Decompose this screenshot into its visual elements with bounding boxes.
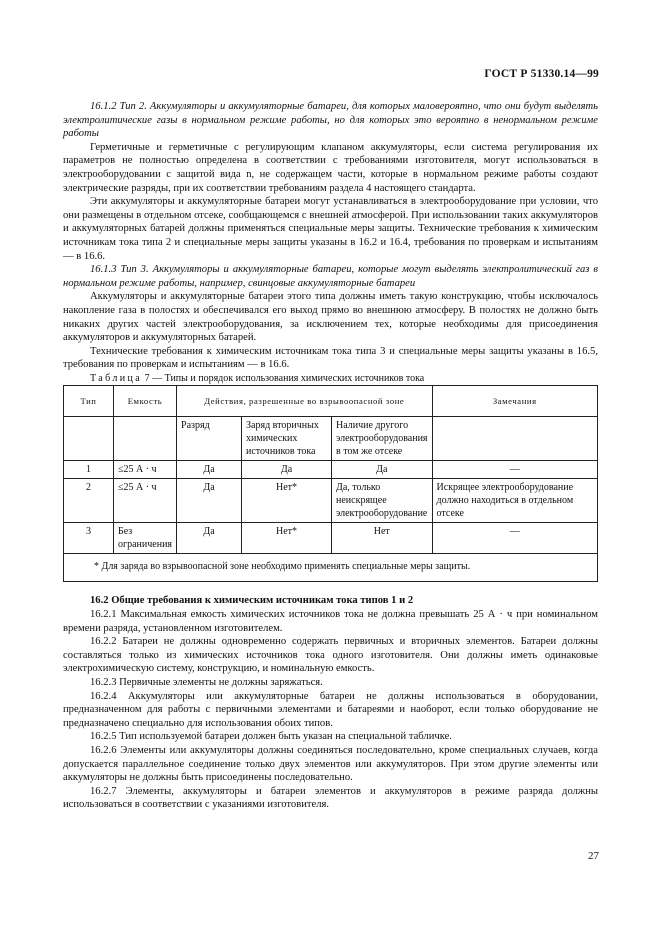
paragraph: 16.2.1 Максимальная емкость химических источников тока не должна превышать 25 А · ч при номинальном времени разряда, установленном изготовителем.: [63, 609, 598, 634]
cell-type: 1: [64, 461, 114, 479]
cell-charge: Да: [242, 461, 332, 479]
paragraph: 16.2.5 Тип используемой батареи должен быть указан на специальной табличке.: [90, 731, 452, 743]
cell-capacity: ≤25 А · ч: [114, 479, 177, 523]
table-header-row: [64, 386, 598, 417]
table-footnote-row: [64, 554, 598, 582]
table-caption-prefix: Таблица: [90, 372, 143, 384]
table-7: [63, 385, 598, 582]
cell-notes: —: [432, 523, 597, 554]
paragraph: 16.2.2 Батареи не должны одновременно содержать первичных и вторичных элементов. Батареи должны составляться только из химических источников тока одного изготовителя. Они должны иметь одинаковые электрохимическую систему, конструкцию, и номинальную емкость.: [63, 636, 598, 675]
paragraph: 16.2.7 Элементы, аккумуляторы и батареи элементов и аккумуляторов в режиме разряда должны использоваться в соответствии с указаниями изготовителя.: [63, 785, 598, 811]
paragraph: Эти аккумуляторы и аккумуляторные батареи могут устанавливаться в электрооборудование при условии, что они размещены в отдельном отсеке, сообщающемся с внешней атмосферой. При использовании таких аккумуляторов и аккумуляторных батарей должны применяться специальные меры защиты. Технические требования к химическим источникам тока типа 2 и специальные меры защиты указаны в 16.2 и 16.4, требования по проверкам и испытаниям — в 16.6.: [63, 196, 598, 262]
cell-capacity: ≤25 А · ч: [114, 461, 177, 479]
cell-presence: Да: [332, 461, 433, 479]
header-charge: Заряд вторичных химических источников тока: [242, 417, 332, 461]
cell-notes: —: [432, 461, 597, 479]
paragraph: 16.2.6 Элементы или аккумуляторы должны соединяться последовательно, кроме специальных случаев, когда допускается параллельное соединение только двух элементов или аккумуляторов. При этом другие элементы или аккумуляторы не должны быть присоединены последовательно.: [63, 745, 598, 784]
paragraph: Герметичные и герметичные с регулирующим клапаном аккумуляторы, если система регулирования их параметров не полностью определена в соответствии с требованиями изготовителя, могут использоваться в электрооборудовании с защитой вида n, не содержащем части, которые в нормальном режиме работы создают электрические разряды, при их соответствии требованиям раздела 4 настоящего стандарта.: [63, 141, 598, 194]
section-heading: 16.2 Общие требования к химическим источникам тока типов 1 и 2: [90, 595, 414, 607]
paragraph: 16.2.3 Первичные элементы не должны заряжаться.: [90, 677, 323, 689]
table-row: [64, 479, 598, 523]
header-type: Тип: [64, 386, 114, 417]
paragraph: Аккумуляторы и аккумуляторные батареи этого типа должны иметь такую конструкцию, чтобы исключалось накопление газа в полостях и обеспечивался его выход прямо во внешнюю атмосферу. В полостях не должно быть никаких других частей электрооборудования, за исключением тех, которые необходимы для присоединения аккумуляторов и аккумуляторных батарей.: [63, 291, 598, 344]
paragraph: 16.2.4 Аккумуляторы или аккумуляторные батареи не должны использоваться в оборудовании, предназначенном для работы с первичными элементами и батареями и наоборот, если только оборудование не предназначено специально для использования обоих типов.: [63, 690, 598, 729]
cell-presence: Нет: [332, 523, 433, 554]
table-caption: [63, 372, 598, 386]
header-presence: Наличие другого электрооборудования в том же отсеке: [332, 417, 433, 461]
header-capacity: Емкость: [114, 386, 177, 417]
cell-discharge: Да: [177, 523, 242, 554]
cell-notes: Искрящее электрооборудование должно находиться в отдельном отсеке: [432, 479, 597, 523]
table-row: [64, 461, 598, 479]
paragraph: 16.1.3 Тип 3. Аккумуляторы и аккумуляторные батареи, которые могут выделять электролитический газ в нормальном режиме работы, например, свинцовые аккумуляторные батареи: [63, 264, 598, 289]
page-content: [63, 100, 598, 812]
cell-charge: Нет*: [242, 523, 332, 554]
header-notes: Замечания: [432, 386, 597, 417]
header-discharge: Разряд: [177, 417, 242, 461]
empty-cell: [114, 417, 177, 461]
table-footnote: * Для заряда во взрывоопасной зоне необходимо применять специальные меры защиты.: [64, 554, 598, 582]
cell-type: 2: [64, 479, 114, 523]
cell-type: 3: [64, 523, 114, 554]
paragraph: 16.1.2 Тип 2. Аккумуляторы и аккумуляторные батареи, для которых маловероятно, что они будут выделять электролитические газы в нормальном режиме работы, но для которых это вероятно в ненормальном режиме работы: [63, 101, 598, 140]
table-row: [64, 523, 598, 554]
cell-charge: Нет*: [242, 479, 332, 523]
header-actions: Действия, разрешенные во взрывоопасной зоне: [177, 386, 433, 417]
table-caption-text: 7 — Типы и порядок использования химических источников тока: [142, 372, 425, 384]
cell-discharge: Да: [177, 479, 242, 523]
page-number: 27: [588, 850, 599, 862]
cell-presence: Да, только неискрящее электрооборудование: [332, 479, 433, 523]
empty-cell: [432, 417, 597, 461]
paragraph: Технические требования к химическим источникам тока типа 3 и специальные меры защиты указаны в 16.5, требования по проверкам и испытаниям — в 16.6.: [63, 345, 598, 371]
document-header: ГОСТ Р 51330.14—99: [484, 68, 599, 80]
table-subheader-row: [64, 417, 598, 461]
empty-cell: [64, 417, 114, 461]
cell-capacity: Без ограничения: [114, 523, 177, 554]
cell-discharge: Да: [177, 461, 242, 479]
